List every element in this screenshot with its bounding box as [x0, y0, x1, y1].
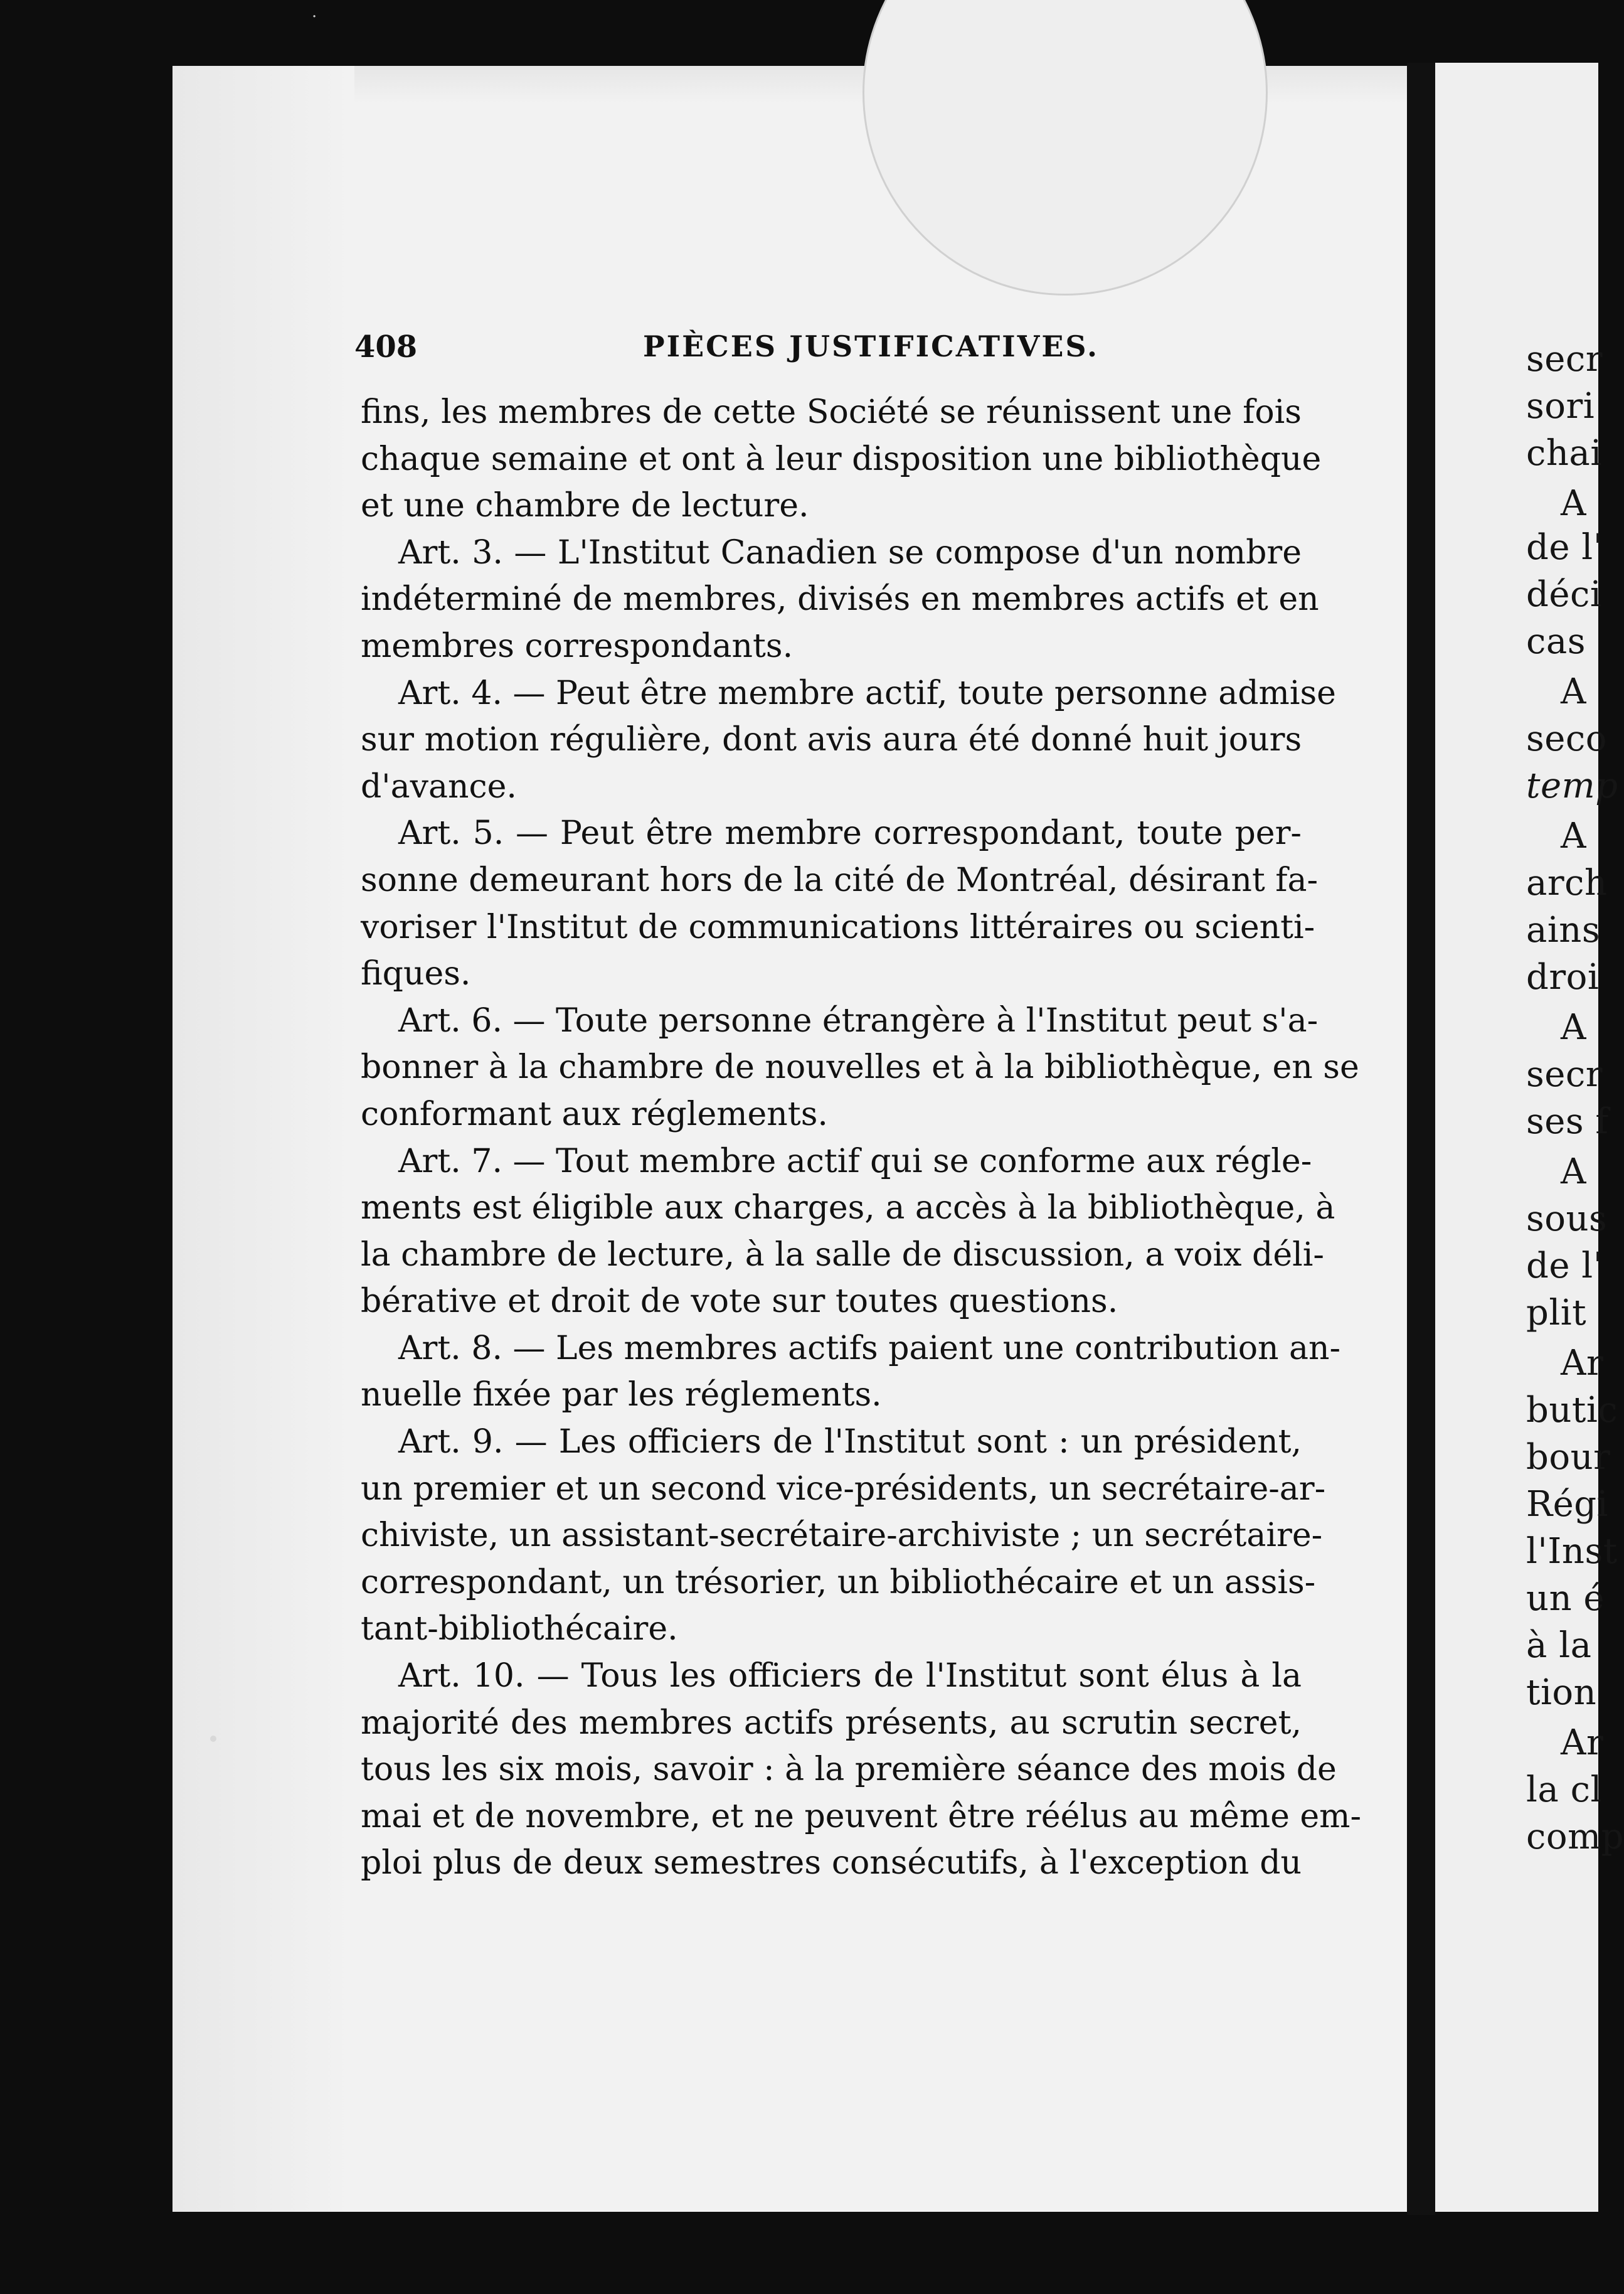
facing-page-fragment: seco — [1526, 718, 1607, 759]
facing-page-fragment: A — [1561, 483, 1586, 524]
text-line: majorité des membres actifs présents, au scrutin secret, — [361, 1704, 1302, 1742]
text-line: Art. 10. — Tous les officiers de l'Institut sont élus à la — [398, 1657, 1302, 1695]
facing-page-fragment: secr — [1526, 339, 1603, 380]
facing-page-fragment: de l' — [1526, 1246, 1603, 1286]
text-line: Art. 9. — Les officiers de l'Institut sont : un président, — [398, 1423, 1302, 1461]
facing-page-fragment: temp — [1526, 766, 1618, 806]
facing-page-fragment: Régi — [1526, 1484, 1609, 1525]
text-line: mai et de novembre, et ne peuvent être réélus au même em- — [361, 1797, 1362, 1835]
text-line: et une chambre de lecture. — [361, 487, 809, 525]
text-line: tant-bibliothécaire. — [361, 1610, 678, 1648]
facing-page-fragment: plit — [1526, 1293, 1587, 1333]
facing-page-fragment: l'Inst — [1526, 1531, 1618, 1572]
page-header — [354, 329, 1320, 373]
text-line: bérative et droit de vote sur toutes questions. — [361, 1283, 1118, 1321]
facing-page-fragment: de l' — [1526, 527, 1603, 568]
facing-page-fragment: tion — [1526, 1672, 1597, 1713]
text-line: Art. 3. — L'Institut Canadien se compose d'un nombre — [398, 533, 1302, 572]
facing-page-fragment: Ar — [1561, 1343, 1604, 1384]
running-title: PIÈCES JUSTIFICATIVES. — [643, 329, 1099, 363]
facing-page-fragment: déci — [1526, 574, 1602, 615]
text-line: sur motion régulière, dont avis aura été donné huit jours — [361, 721, 1302, 759]
text-line: Art. 6. — Toute personne étrangère à l'Institut peut s'a- — [398, 1001, 1319, 1040]
body-text — [361, 389, 1362, 1887]
facing-page-fragment: ains — [1526, 910, 1601, 951]
text-line: sonne demeurant hors de la cité de Montréal, désirant fa- — [361, 861, 1319, 899]
text-line: Art. 8. — Les membres actifs paient une contribution an- — [398, 1329, 1341, 1367]
text-line: d'avance. — [361, 767, 517, 806]
text-line: un premier et un second vice-présidents, un secrétaire-ar- — [361, 1470, 1326, 1508]
facing-page-fragment: bour — [1526, 1437, 1611, 1478]
facing-page-fragment: arch — [1526, 863, 1608, 904]
page-number: 408 — [354, 329, 418, 365]
facing-page-fragment: ses f — [1526, 1101, 1609, 1142]
facing-page-fragment: un é — [1526, 1578, 1605, 1619]
text-line: ploi plus de deux semestres consécutifs, à l'exception du — [361, 1844, 1302, 1882]
facing-page-fragment: comp — [1526, 1817, 1624, 1857]
text-line: tous les six mois, savoir : à la première séance des mois de — [361, 1751, 1337, 1789]
facing-page — [1435, 63, 1624, 2212]
scan-speck — [210, 1736, 216, 1742]
facing-page-fragment: A — [1561, 671, 1586, 712]
text-line: fins, les membres de cette Société se réunissent une fois — [361, 393, 1302, 431]
facing-page-fragment: droi — [1526, 957, 1600, 998]
text-line: voriser l'Institut de communications littéraires ou scienti- — [361, 908, 1315, 946]
page-edge-shading — [172, 66, 354, 2212]
facing-page-fragment: A — [1561, 1151, 1586, 1192]
facing-page-fragment: Ar — [1561, 1722, 1604, 1763]
facing-page-fragment: A — [1561, 816, 1586, 856]
text-line: membres correspondants. — [361, 627, 793, 665]
text-line: correspondant, un trésorier, un bibliothécaire et un assis- — [361, 1563, 1316, 1601]
text-line: conformant aux réglements. — [361, 1095, 828, 1133]
text-line: la chambre de lecture, à la salle de discussion, a voix déli- — [361, 1235, 1324, 1274]
facing-page-fragment: butic — [1526, 1390, 1618, 1431]
facing-page-fragment: à la — [1526, 1625, 1592, 1666]
facing-page-fragment: A — [1561, 1007, 1586, 1048]
text-line: nuelle fixée par les réglements. — [361, 1376, 882, 1414]
facing-page-fragment: sous — [1526, 1198, 1608, 1239]
facing-page-fragment: secr — [1526, 1054, 1603, 1095]
facing-page-fragment: sori — [1526, 386, 1595, 427]
scan-mark: · — [312, 8, 317, 26]
text-line: Art. 5. — Peut être membre correspondant, toute per- — [398, 814, 1302, 853]
text-line: chaque semaine et ont à leur disposition une bibliothèque — [361, 440, 1322, 478]
text-line: ments est éligible aux charges, a accès à la bibliothèque, à — [361, 1189, 1335, 1227]
book-gutter — [1407, 63, 1435, 2215]
text-line: indéterminé de membres, divisés en membres actifs et en — [361, 580, 1319, 619]
text-line: Art. 4. — Peut être membre actif, toute personne admise — [398, 674, 1336, 712]
seal-outline — [862, 0, 1268, 296]
facing-page-fragment: cas — [1526, 621, 1586, 662]
text-line: chiviste, un assistant-secrétaire-archiviste ; un secrétaire- — [361, 1517, 1323, 1555]
text-line: Art. 7. — Tout membre actif qui se conforme aux régle- — [398, 1142, 1312, 1180]
facing-page-fragment: la cl — [1526, 1769, 1602, 1810]
facing-page-fragment: chai — [1526, 433, 1602, 474]
text-line: bonner à la chambre de nouvelles et à la bibliothèque, en se — [361, 1048, 1359, 1087]
text-line: fiques. — [361, 955, 471, 993]
